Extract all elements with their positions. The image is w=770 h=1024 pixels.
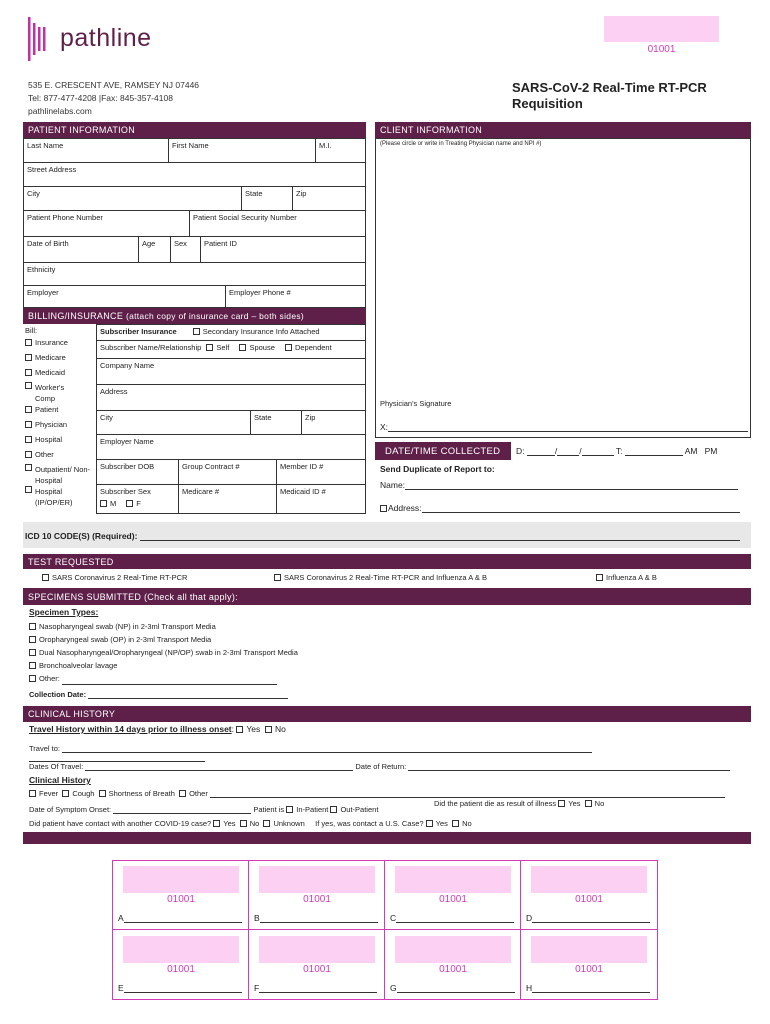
checkbox-icon[interactable] (25, 486, 32, 493)
employer-name-field[interactable]: Employer Name (96, 434, 366, 460)
test-requested-header: TEST REQUESTED (23, 554, 751, 569)
subscriber-name-field[interactable]: Subscriber Name/Relationship Self Spouse Dependent (96, 340, 366, 359)
died-row: Did the patient die as result of illness Yes No (434, 799, 605, 808)
company-name-field[interactable]: Company Name (96, 358, 366, 385)
symptom-fever[interactable]: Fever (29, 789, 58, 798)
subscriber-dob-field[interactable]: Subscriber DOB (96, 459, 179, 485)
medicaid-field[interactable]: Medicaid ID # (276, 484, 366, 514)
label-d-barcode (531, 866, 647, 893)
clinical-history-header: CLINICAL HISTORY (23, 706, 751, 722)
logo (28, 15, 168, 65)
duplicate-label: Send Duplicate of Report to: (380, 464, 495, 474)
test-option-1[interactable]: SARS Coronavirus 2 Real-Time RT-PCR (42, 573, 187, 582)
checkbox-icon[interactable] (99, 790, 106, 797)
date-time-header: DATE/TIME COLLECTED (375, 442, 511, 460)
label-a-code: 01001 (167, 894, 195, 905)
label-h-barcode (531, 936, 647, 963)
label-e-line[interactable]: E (118, 983, 242, 993)
checkbox-icon[interactable] (25, 339, 32, 346)
label-d-line[interactable]: D (526, 913, 650, 923)
label-g-barcode (395, 936, 511, 963)
symptoms-row (29, 789, 725, 798)
checkbox-icon[interactable] (25, 451, 32, 458)
checkbox-icon[interactable] (25, 369, 32, 376)
label-c-line[interactable]: C (390, 913, 514, 923)
lab-address (28, 79, 199, 118)
checkbox-icon[interactable] (42, 574, 49, 581)
member-id-field[interactable]: Member ID # (276, 459, 366, 485)
label-b-line[interactable]: B (254, 913, 378, 923)
checkbox-icon[interactable] (213, 820, 220, 827)
checkbox-icon[interactable] (240, 820, 247, 827)
mi-field[interactable]: M.I. (315, 138, 366, 163)
bill-insurance[interactable]: Insurance (25, 337, 95, 352)
label-c-barcode (395, 866, 511, 893)
bill-medicaid[interactable]: Medicaid (25, 367, 95, 382)
billing-zip-field[interactable]: Zip (301, 410, 366, 435)
label-d-code: 01001 (575, 894, 603, 905)
symptom-sob[interactable]: Shortness of Breath (99, 789, 175, 798)
patient-zip-field[interactable]: Zip (292, 186, 366, 211)
checkbox-icon[interactable] (206, 344, 213, 351)
checkbox-icon[interactable] (239, 344, 246, 351)
specimen-np[interactable]: Nasopharyngeal swab (NP) in 2-3ml Transport Media (29, 620, 298, 633)
checkbox-icon[interactable] (330, 806, 337, 813)
patient-phone-field[interactable]: Patient Phone Number (23, 210, 190, 237)
client-note: (Please circle or write in Treating Physician name and NPI #) (380, 141, 542, 147)
checkbox-icon[interactable] (426, 820, 433, 827)
checkbox-icon[interactable] (25, 406, 32, 413)
specimen-types-label: Specimen Types: (29, 607, 99, 617)
checkbox-icon[interactable] (25, 354, 32, 361)
billing-address-field[interactable]: Address (96, 384, 366, 411)
checkbox-icon[interactable] (29, 675, 36, 682)
bill-physician[interactable]: Physician (25, 419, 95, 434)
checkbox-icon[interactable] (62, 790, 69, 797)
checkbox-icon[interactable] (558, 800, 565, 807)
subscriber-sex-field[interactable]: Subscriber Sex M F (96, 484, 179, 514)
contact-unknown[interactable]: Unknown (263, 819, 304, 828)
patient-outpatient[interactable]: Out-Patient (330, 805, 378, 814)
sex-field[interactable]: Sex (170, 236, 201, 263)
checkbox-icon[interactable] (452, 820, 459, 827)
collection-date-field[interactable]: Collection Date: (29, 690, 288, 699)
labels-grid-divider-v3 (520, 860, 521, 1000)
barcode-top-code: 01001 (647, 44, 676, 55)
patient-inpatient[interactable]: In-Patient (286, 805, 328, 814)
specimen-op[interactable]: Oropharyngeal swab (OP) in 2-3ml Transport Media (29, 633, 298, 646)
billing-header: BILLING/INSURANCE (attach copy of insurance card – both sides) (23, 308, 366, 324)
bill-label: Bill: (25, 326, 38, 335)
client-info-header: CLIENT INFORMATION (375, 122, 751, 138)
checkbox-icon[interactable] (25, 382, 32, 389)
ethnicity-field[interactable]: Ethnicity (23, 262, 366, 286)
group-contract-field[interactable]: Group Contract # (178, 459, 277, 485)
label-e-code: 01001 (167, 964, 195, 975)
checkbox-icon[interactable] (100, 500, 107, 507)
specimens-header: SPECIMENS SUBMITTED (Check all that apply): (23, 588, 751, 605)
address-line-1: 535 E. CRESCENT AVE, RAMSEY NJ 07446 (28, 80, 200, 90)
checkbox-icon[interactable] (29, 636, 36, 643)
patient-id-field[interactable]: Patient ID (200, 236, 366, 263)
label-g-code: 01001 (439, 964, 467, 975)
physician-signature-label: Physician's Signature (380, 399, 452, 408)
subscriber-insurance-field[interactable]: Subscriber Insurance Secondary Insurance Info Attached (96, 324, 366, 341)
label-e-barcode (123, 936, 239, 963)
checkbox-icon[interactable] (179, 790, 186, 797)
billing-state-field[interactable]: State (250, 410, 302, 435)
labels-grid-divider-v1 (248, 860, 249, 1000)
bill-options (25, 325, 95, 508)
age-field[interactable]: Age (138, 236, 171, 263)
checkbox-icon[interactable] (286, 806, 293, 813)
last-name-field[interactable]: Last Name (23, 138, 169, 163)
test-option-3[interactable]: Influenza A & B (596, 573, 657, 582)
label-f-barcode (259, 936, 375, 963)
duplicate-address-field[interactable]: Address: (380, 503, 740, 513)
duplicate-name-field[interactable]: Name: (380, 480, 738, 490)
checkbox-icon[interactable] (126, 500, 133, 507)
signature-line[interactable]: X: (380, 422, 748, 432)
patient-state-field[interactable]: State (241, 186, 293, 211)
clinical-footer-bar (23, 832, 751, 844)
checkbox-icon[interactable] (193, 328, 200, 335)
checkbox-icon[interactable] (236, 726, 243, 733)
label-b-code: 01001 (303, 894, 331, 905)
contact-yes[interactable]: Yes (213, 819, 235, 828)
bill-hospital-ip[interactable]: Hospital (IP/OP/ER) (25, 486, 95, 508)
bill-hospital[interactable]: Hospital (25, 434, 95, 449)
page-title: SARS-CoV-2 Real-Time RT-PCR Requisition (512, 80, 707, 111)
onset-row: Date of Symptom Onset: Patient is In-Patient Out-Patient (29, 805, 379, 814)
label-h-code: 01001 (575, 964, 603, 975)
checkbox-icon[interactable] (25, 421, 32, 428)
travel-to-field[interactable]: Travel to: (29, 744, 770, 762)
clinical-history-label: Clinical History (29, 775, 91, 785)
barcode-top (604, 16, 719, 42)
checkbox-icon[interactable] (25, 464, 32, 471)
died-no[interactable]: No (585, 799, 605, 808)
specimen-other[interactable]: Other: (29, 672, 298, 685)
checkbox-icon[interactable] (29, 790, 36, 797)
label-f-code: 01001 (303, 964, 331, 975)
us-case-no[interactable]: No (452, 819, 472, 828)
dob-field[interactable]: Date of Birth (23, 236, 139, 263)
logo-bars-icon (28, 15, 50, 61)
bill-other[interactable]: Other (25, 449, 95, 464)
checkbox-icon[interactable] (29, 623, 36, 630)
died-yes[interactable]: Yes (558, 799, 580, 808)
symptom-other[interactable]: Other (179, 789, 208, 798)
travel-history-row: Travel History within 14 days prior to illness onset: Yes No (29, 724, 286, 734)
us-case-yes[interactable]: Yes (426, 819, 448, 828)
specimen-dual[interactable]: Dual Nasopharyngeal/Oropharyngeal (NP/OP) swab in 2-3ml Transport Media (29, 646, 298, 659)
label-b-barcode (259, 866, 375, 893)
checkbox-icon[interactable] (596, 574, 603, 581)
billing-city-field[interactable]: City (96, 410, 251, 435)
icd-row[interactable]: ICD 10 CODE(S) (Required): (23, 522, 751, 548)
label-f-line[interactable]: F (254, 983, 377, 993)
contact-no[interactable]: No (240, 819, 260, 828)
labels-grid-divider-v2 (384, 860, 385, 1000)
contact-row: Did patient have contact with another COVID-19 case? Yes No Unknown If yes, was contact a U.S. Case? Yes No (29, 819, 472, 828)
label-c-code: 01001 (439, 894, 467, 905)
bill-patient[interactable]: Patient (25, 404, 95, 419)
bill-outpatient[interactable]: Outpatient/ Non-Hospital (25, 464, 95, 486)
checkbox-icon[interactable] (285, 344, 292, 351)
checkbox-icon[interactable] (263, 820, 270, 827)
checkbox-icon[interactable] (29, 649, 36, 656)
checkbox-icon[interactable] (29, 662, 36, 669)
client-info-box[interactable] (375, 138, 751, 438)
address-line-3: pathlinelabs.com (28, 106, 92, 116)
bill-medicare[interactable]: Medicare (25, 352, 95, 367)
label-g-line[interactable]: G (390, 983, 515, 993)
specimen-options (29, 620, 298, 685)
labels-grid-divider-h (112, 929, 658, 930)
checkbox-icon[interactable] (25, 436, 32, 443)
bill-workers-comp[interactable]: Worker's Comp (25, 382, 95, 404)
test-option-2[interactable]: SARS Coronavirus 2 Real-Time RT-PCR and Influenza A & B (274, 573, 487, 582)
medicare-field[interactable]: Medicare # (178, 484, 277, 514)
date-time-field[interactable]: D: / / T: AM PM (516, 446, 718, 456)
employer-field[interactable]: Employer (23, 285, 226, 308)
checkbox-icon[interactable] (585, 800, 592, 807)
label-a-barcode (123, 866, 239, 893)
dates-of-travel-field[interactable]: Dates Of Travel: Date of Return: (29, 762, 730, 771)
checkbox-icon[interactable] (265, 726, 272, 733)
specimen-bal[interactable]: Bronchoalveolar lavage (29, 659, 298, 672)
label-a-line[interactable]: A (118, 913, 242, 923)
patient-ssn-field[interactable]: Patient Social Security Number (189, 210, 366, 237)
travel-yes[interactable]: Yes (236, 724, 260, 734)
address-line-2: Tel: 877-477-4208 |Fax: 845-357-4108 (28, 93, 173, 103)
travel-no[interactable]: No (265, 724, 286, 734)
checkbox-icon[interactable] (274, 574, 281, 581)
street-address-field[interactable]: Street Address (23, 162, 366, 187)
symptom-cough[interactable]: Cough (62, 789, 94, 798)
checkbox-icon[interactable] (380, 505, 387, 512)
patient-info-header: PATIENT INFORMATION (23, 122, 366, 138)
logo-text: pathline (60, 24, 152, 52)
patient-city-field[interactable]: City (23, 186, 242, 211)
label-h-line[interactable]: H (526, 983, 650, 993)
employer-phone-field[interactable]: Employer Phone # (225, 285, 366, 308)
first-name-field[interactable]: First Name (168, 138, 316, 163)
